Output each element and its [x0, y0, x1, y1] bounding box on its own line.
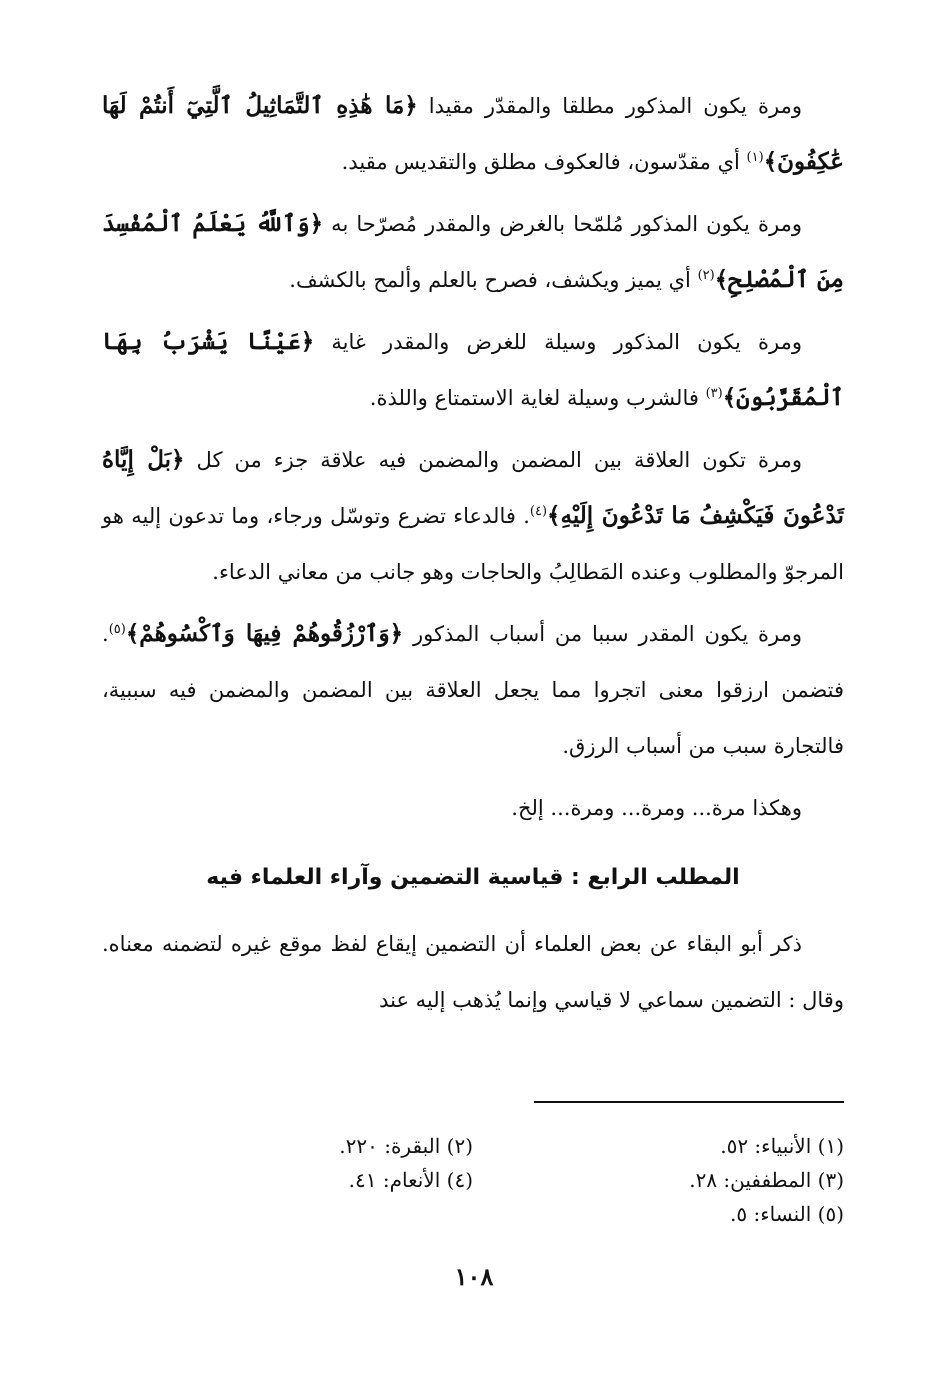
paragraph-1-tail: أي مقدّسون، فالعكوف مطلق والتقديس مقيد.	[341, 150, 747, 174]
paragraph-5-tail: . فتضمن ارزقوا معنى اتجروا مما يجعل العلاقة بين المضمن والمضمن فيه سببية، فالتجارة سبب من أسباب الرزق.	[102, 622, 844, 758]
footnote-divider	[534, 1101, 844, 1103]
quran-verse-1: ﴿مَا هَٰذِهِ ٱلتَّمَاثِيلُ ٱلَّتِيٓ أَنتُمْ لَهَا عَٰكِفُونَ﴾	[102, 92, 844, 175]
footnote-ref-1: (١)	[746, 150, 764, 165]
footnote-ref-4: (٤)	[529, 504, 548, 519]
closing-line: وهكذا مرة... ومرة... ومرة... إلخ.	[511, 796, 802, 820]
footnote-2: (٢) البقرة: ٢٢٠.	[339, 1134, 473, 1158]
footnote-ref-5: (٥)	[108, 622, 126, 637]
quran-verse-4: ﴿بَلْ إِيَّاهُ تَدْعُونَ فَيَكْشِفُ مَا تَدْعُونَ إِلَيْهِ﴾	[102, 446, 844, 529]
quran-verse-5: ﴿وَٱرْزُقُوهُمْ فِيهَا وَٱكْسُوهُمْ﴾	[125, 620, 404, 647]
paragraph-2-text: ومرة يكون المذكور مُلمّحا بالغرض والمقدر مُصرّحا به	[323, 212, 802, 236]
footnote-4: (٤) الأنعام: ٤١.	[348, 1168, 473, 1192]
footnotes	[102, 1131, 844, 1229]
footnote-5: (٥) النساء: ٥.	[730, 1202, 844, 1226]
footnote-ref-2: (٢)	[697, 268, 715, 283]
paragraph-3	[102, 314, 844, 426]
final-paragraph: ذكر أبو البقاء عن بعض العلماء أن التضمين إيقاع لفظ موقع غيره لتضمنه معناه. وقال : التضمين سماعي لا قياسي وإنما يُذهب إليه عند	[102, 932, 844, 1012]
main-text	[102, 78, 844, 1034]
paragraph-5-text: ومرة يكون المقدر سببا من أسباب المذكور	[403, 622, 802, 646]
paragraph-4-tail: . فالدعاء تضرع وتوسّل ورجاء، وما تدعون إليه هو المرجوّ والمطلوب وعنده المَطالِبُ والحاجات وهو جانب من معاني الدعاء.	[102, 504, 844, 584]
footnote-3: (٣) المطففين: ٢٨.	[689, 1168, 844, 1192]
footnote-1: (١) الأنبياء: ٥٢.	[720, 1134, 844, 1158]
paragraph-4-text: ومرة تكون العلاقة بين المضمن والمضمن فيه علاقة جزء من كل	[184, 448, 802, 472]
section-heading: المطلب الرابع : قياسية التضمين وآراء العلماء فيه	[206, 865, 740, 890]
paragraph-1-text: ومرة يكون المذكور مطلقا والمقدّر مقيدا	[417, 94, 802, 118]
quran-verse-2: ﴿وَٱللَّهُ يَعْلَمُ ٱلْمُفْسِدَ مِنَ ٱلْمُصْلِحِ﴾	[102, 210, 844, 293]
paragraph-3-tail: فالشرب وسيلة لغاية الاستمتاع واللذة.	[369, 386, 706, 410]
paragraph-3-text: ومرة يكون المذكور وسيلة للغرض والمقدر غاية	[314, 330, 802, 354]
quran-verse-3: ﴿عَيْنًا يَشْرَبُ بِهَا ٱلْمُقَرَّبُونَ﴾	[102, 328, 844, 411]
paragraph-1	[102, 78, 844, 190]
page-number: ١٠٨	[454, 1262, 494, 1291]
paragraph-2-tail: أي يميز ويكشف، فصرح بالعلم وألمح بالكشف.	[289, 268, 698, 292]
paragraph-2	[102, 196, 844, 308]
paragraph-5	[102, 606, 844, 774]
footnote-ref-3: (٣)	[705, 386, 723, 401]
paragraph-4	[102, 432, 844, 600]
